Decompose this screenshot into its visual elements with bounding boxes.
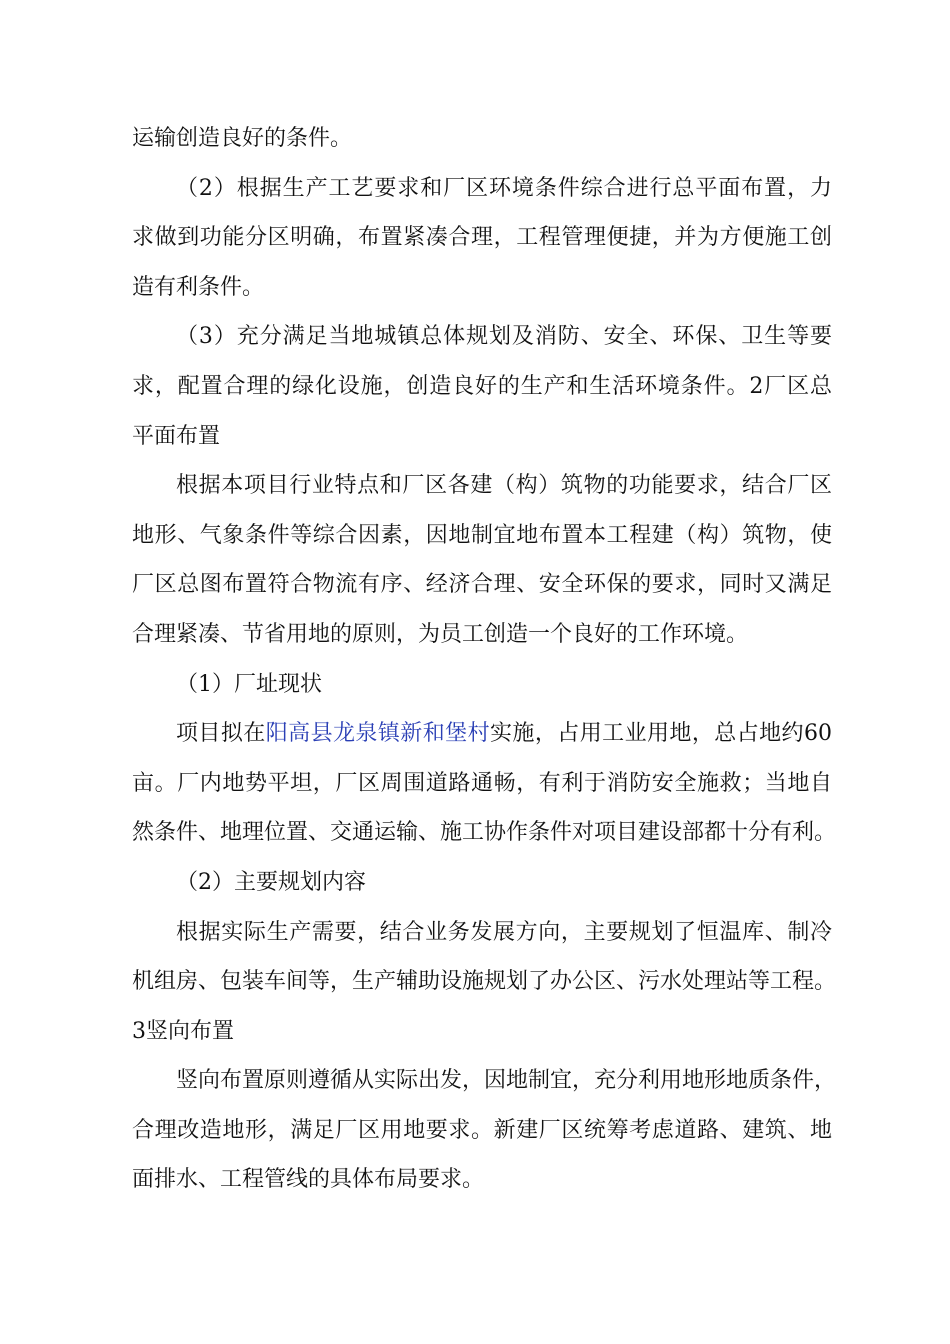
text-line: 造有利条件。 xyxy=(132,274,265,300)
text-line: 面排水、工程管线的具体布局要求。 xyxy=(132,1167,485,1193)
text-line: 根据实际生产需要，结合业务发展方向，主要规划了恒温库、制冷 xyxy=(176,919,832,945)
body-text xyxy=(132,114,837,1205)
text-line: 平面布置 xyxy=(132,423,221,449)
text-line: 求，配置合理的绿化设施，创造良好的生产和生活环境条件。2厂区总 xyxy=(132,373,832,399)
text-line: 厂区总图布置符合物流有序、经济合理、安全环保的要求，同时又满足 xyxy=(132,572,832,598)
text-line: 机组房、包装车间等，生产辅助设施规划了办公区、污水处理站等工程。 xyxy=(132,969,837,995)
text-line-with-location xyxy=(132,709,832,759)
text-line: 竖向布置原则遵循从实际出发，因地制宜，充分利用地形地质条件， xyxy=(176,1068,837,1094)
text-line: 然条件、地理位置、交通运输、施工协作条件对项目建设部都十分有利。 xyxy=(132,820,837,846)
text-line: （2）主要规划内容 xyxy=(176,869,366,895)
text-line: （1）厂址现状 xyxy=(176,671,322,697)
text-line: 地形、气象条件等综合因素，因地制宜地布置本工程建（构）筑物，使 xyxy=(132,522,832,548)
text-line: 运输创造良好的条件。 xyxy=(132,126,353,151)
text-line: （2）根据生产工艺要求和厂区环境条件综合进行总平面布置，力 xyxy=(176,175,832,201)
text-line: 求做到功能分区明确，布置紧凑合理，工程管理便捷，并为方便施工创 xyxy=(132,225,832,251)
text-line: （3）充分满足当地城镇总体规划及消防、安全、环保、卫生等要 xyxy=(176,324,832,350)
text-line: 合理改造地形，满足厂区用地要求。新建厂区统筹考虑道路、建筑、地 xyxy=(132,1117,832,1143)
text-line: 根据本项目行业特点和厂区各建（构）筑物的功能要求，结合厂区 xyxy=(176,473,832,499)
text-segment: 实施，占用工业用地，总占地约60 xyxy=(490,721,832,747)
text-line: 合理紧凑、节省用地的原则，为员工创造一个良好的工作环境。 xyxy=(132,621,749,647)
text-line: 亩。厂内地势平坦，厂区周围道路通畅，有利于消防安全施救；当地自 xyxy=(132,770,832,796)
text-segment: 项目拟在 xyxy=(176,721,266,747)
text-line: 3竖向布置 xyxy=(132,1018,234,1044)
location-link[interactable]: 阳高县龙泉镇新和堡村 xyxy=(265,721,490,747)
